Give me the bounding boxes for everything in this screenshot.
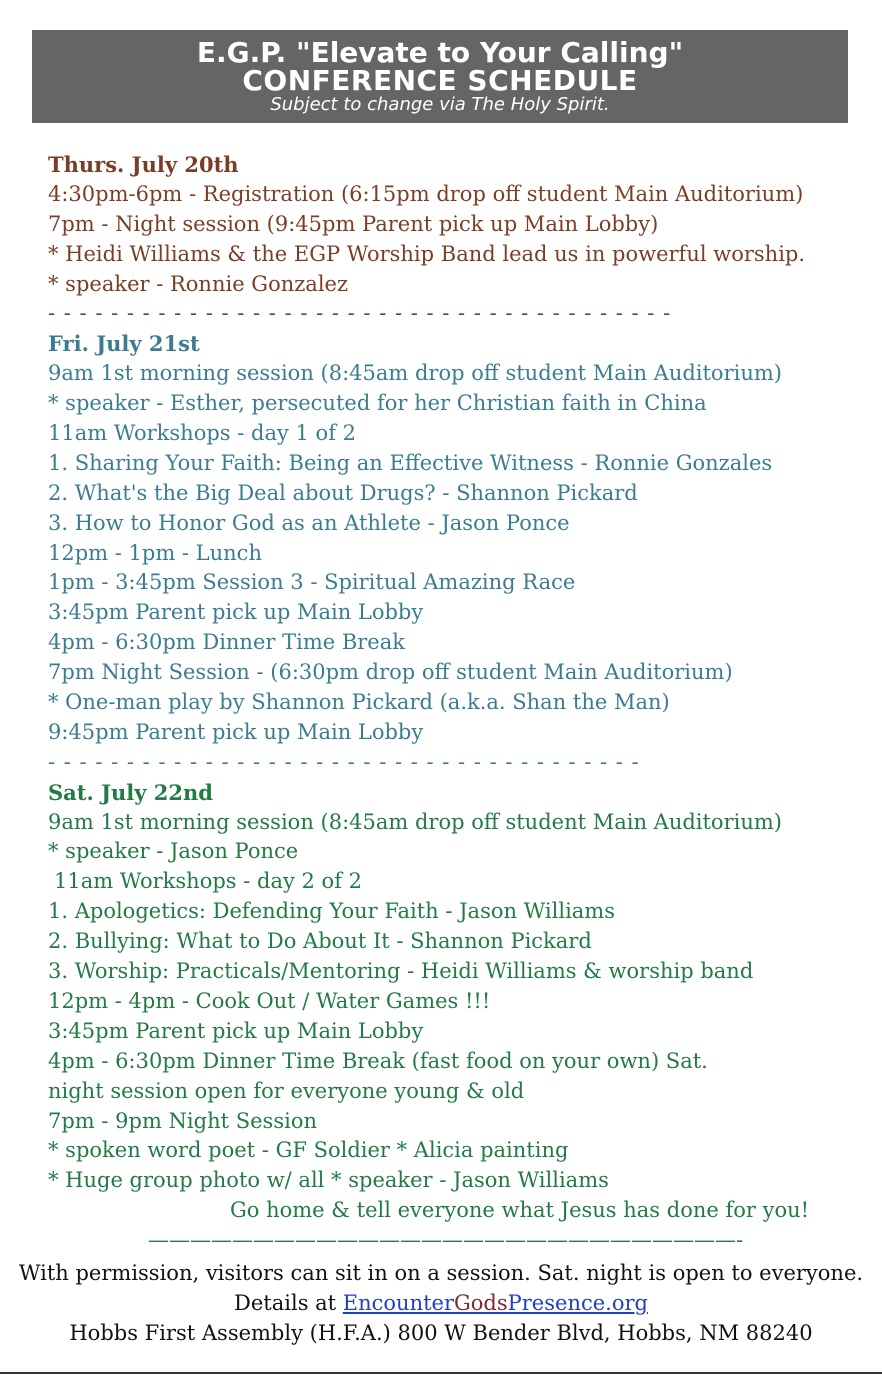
details-line bbox=[0, 1288, 882, 1318]
schedule-line: 12pm - 1pm - Lunch bbox=[48, 540, 262, 565]
schedule-line: 9am 1st morning session (8:45am drop off student Main Auditorium) bbox=[48, 361, 782, 386]
schedule-line: 4pm - 6:30pm Dinner Time Break (fast food on your own) Sat. bbox=[48, 1048, 708, 1073]
schedule-line: 3:45pm Parent pick up Main Lobby bbox=[48, 600, 424, 625]
schedule-line: 1pm - 3:45pm Session 3 - Spiritual Amazing Race bbox=[48, 570, 576, 595]
schedule-line: 7pm Night Session - (6:30pm drop off student Main Auditorium) bbox=[48, 660, 733, 685]
schedule-line: 3. How to Honor God as an Athlete - Jason Ponce bbox=[48, 510, 570, 535]
schedule-line: night session open for everyone young & old bbox=[48, 1078, 525, 1103]
schedule-line: 4:30pm-6pm - Registration (6:15pm drop off student Main Auditorium) bbox=[48, 181, 804, 206]
closing-message: Go home & tell everyone what Jesus has done for you! bbox=[230, 1198, 810, 1223]
schedule-line: 3:45pm Parent pick up Main Lobby bbox=[48, 1018, 424, 1043]
schedule-line: 2. What's the Big Deal about Drugs? - Shannon Pickard bbox=[48, 480, 638, 505]
bottom-divider bbox=[0, 1372, 882, 1374]
link-part-gods: Gods bbox=[454, 1291, 508, 1315]
schedule-line: 7pm - Night session (9:45pm Parent pick up Main Lobby) bbox=[48, 211, 659, 236]
schedule-line: * speaker - Ronnie Gonzalez bbox=[48, 271, 349, 296]
schedule-line: 4pm - 6:30pm Dinner Time Break bbox=[48, 630, 405, 655]
long-dash-rule: ————————————————————————————- bbox=[148, 1228, 744, 1253]
day-title-saturday: Sat. July 22nd bbox=[48, 779, 213, 805]
link-part-presence: Presence.org bbox=[507, 1291, 648, 1315]
day-title-friday: Fri. July 21st bbox=[48, 331, 200, 357]
schedule-line: 2. Bullying: What to Do About It - Shannon Pickard bbox=[48, 929, 592, 954]
website-link[interactable] bbox=[343, 1291, 648, 1315]
schedule-line: 9am 1st morning session (8:45am drop off student Main Auditorium) bbox=[48, 809, 782, 834]
schedule-heading: CONFERENCE SCHEDULE bbox=[242, 64, 638, 97]
header-banner bbox=[32, 30, 848, 123]
day-title-thursday: Thurs. July 20th bbox=[48, 152, 239, 177]
subject-to-change-note: Subject to change via The Holy Spirit. bbox=[270, 94, 610, 115]
dash-separator: - - - - - - - - - - - - - - - - - - - - - - - - - - - - - - - - - - - - - - bbox=[48, 749, 640, 774]
dash-separator: - - - - - - - - - - - - - - - - - - - - - - - - - - - - - - - - - - - - - - - - bbox=[48, 301, 672, 326]
schedule-line: * spoken word poet - GF Soldier * Alicia painting bbox=[48, 1138, 569, 1163]
schedule-line: * speaker - Jason Ponce bbox=[48, 839, 299, 864]
schedule-body bbox=[48, 150, 848, 1256]
schedule-line: * Huge group photo w/ all * speaker - Jason Williams bbox=[48, 1168, 609, 1193]
schedule-line: 11am Workshops - day 2 of 2 bbox=[54, 869, 362, 894]
schedule-line: * One-man play by Shannon Pickard (a.k.a. Shan the Man) bbox=[48, 690, 670, 715]
schedule-line: * Heidi Williams & the EGP Worship Band lead us in powerful worship. bbox=[48, 241, 806, 266]
schedule-line: 11am Workshops - day 1 of 2 bbox=[48, 421, 356, 446]
schedule-line: 9:45pm Parent pick up Main Lobby bbox=[48, 719, 424, 744]
schedule-line: * speaker - Esther, persecuted for her Christian faith in China bbox=[48, 391, 707, 416]
details-prefix: Details at bbox=[234, 1291, 343, 1315]
footer bbox=[0, 1258, 882, 1348]
link-part-encounter: Encounter bbox=[342, 1291, 454, 1315]
schedule-line: 12pm - 4pm - Cook Out / Water Games !!! bbox=[48, 988, 491, 1013]
schedule-line: 1. Sharing Your Faith: Being an Effective Witness - Ronnie Gonzales bbox=[48, 450, 773, 475]
schedule-line: 7pm - 9pm Night Session bbox=[48, 1108, 317, 1133]
visitors-note: With permission, visitors can sit in on a session. Sat. night is open to everyone. bbox=[18, 1261, 864, 1285]
address-line: Hobbs First Assembly (H.F.A.) 800 W Bender Blvd, Hobbs, NM 88240 bbox=[69, 1321, 813, 1345]
conference-title: E.G.P. "Elevate to Your Calling" bbox=[196, 36, 684, 69]
schedule-line: 1. Apologetics: Defending Your Faith - Jason Williams bbox=[48, 899, 615, 924]
schedule-line: 3. Worship: Practicals/Mentoring - Heidi Williams & worship band bbox=[48, 959, 754, 984]
